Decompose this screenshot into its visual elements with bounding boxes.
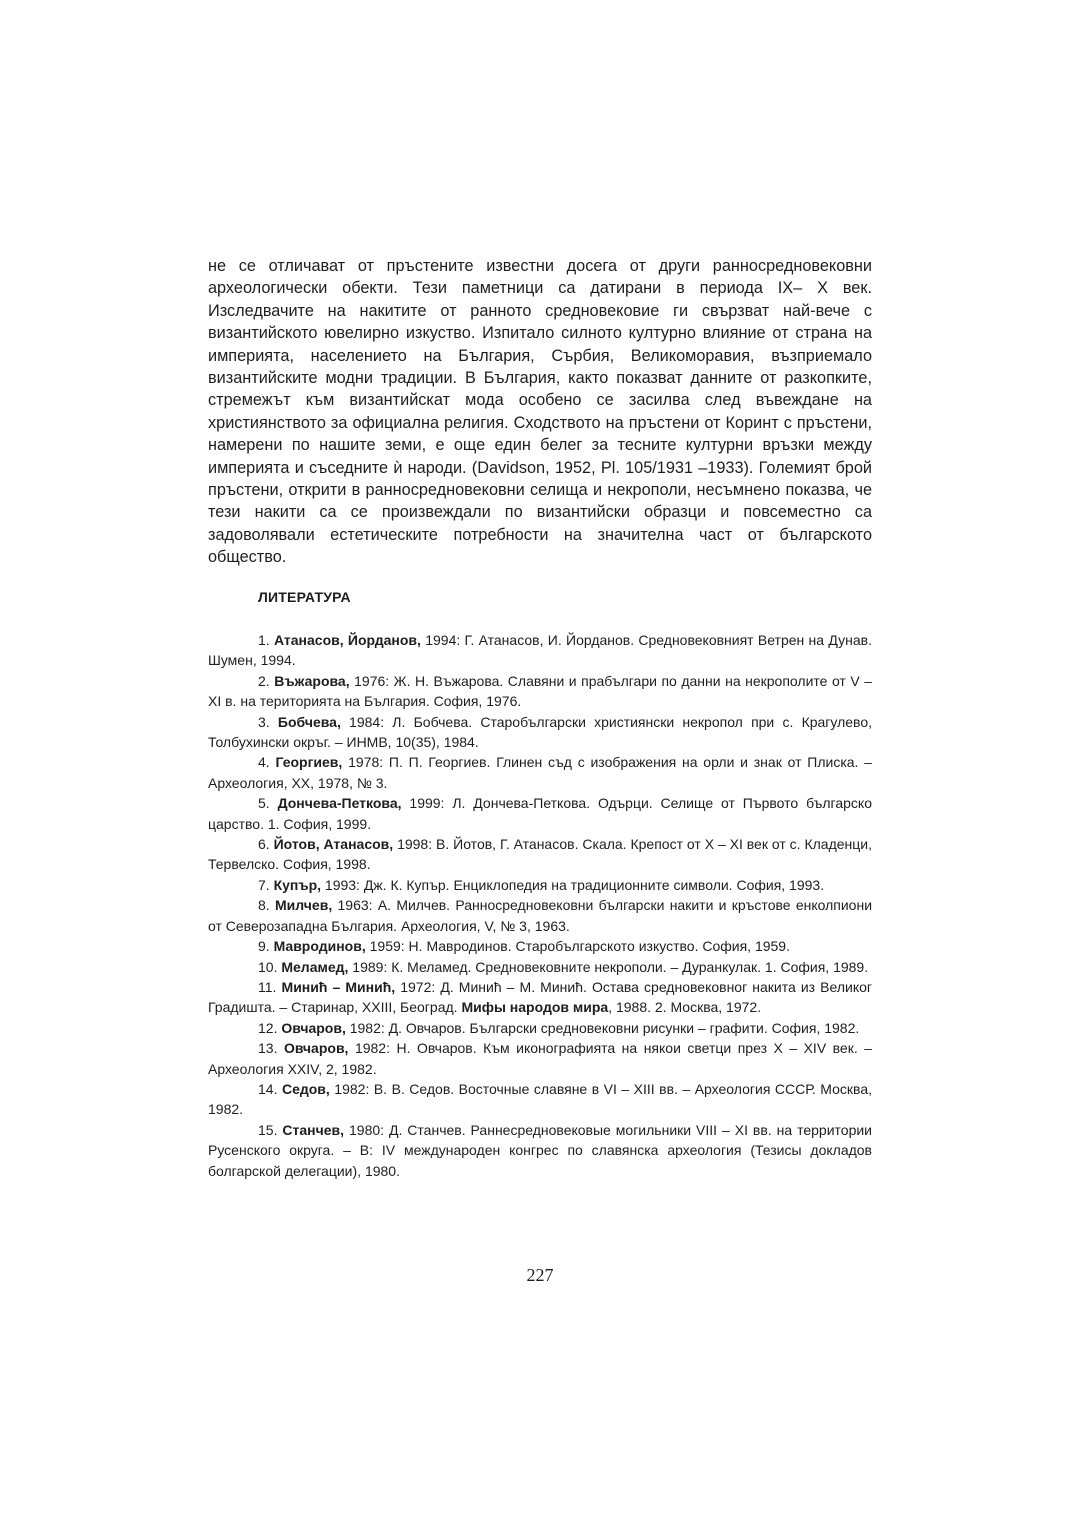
references-heading: ЛИТЕРАТУРА: [258, 589, 351, 605]
reference-number: 11.: [258, 978, 277, 995]
reference-author: Мавродинов,: [273, 938, 366, 955]
body-text: [208, 255, 872, 569]
reference-number: 9.: [258, 938, 270, 955]
reference-text: 1982: Н. Овчаров. Към иконографията на някои светци през X – XIV век. – Археология XXIV, 2, 1982.: [208, 1040, 873, 1077]
reference-text: 1976: Ж. Н. Въжарова. Славяни и прабългари по данни на некрополите от V – XI в. на територията на България. София, 1976.: [208, 672, 872, 710]
reference-number: 4.: [258, 754, 270, 771]
reference-author: Въжарова,: [274, 672, 350, 689]
reference-text: 1984: Л. Бобчева. Старобългарски християнски некропол при с. Крагулево, Толбухински окръг. – ИНМВ, 10(35), 1984.: [208, 713, 873, 751]
reference-text-secondary: , 1988. 2. Москва, 1972.: [608, 999, 762, 1016]
reference-author: Атанасов, Йорданов,: [273, 632, 421, 648]
reference-author: Овчаров,: [281, 1019, 346, 1036]
reference-number: 1.: [258, 632, 270, 648]
reference-item: [208, 977, 872, 1018]
reference-author: Минић – Минић,: [281, 978, 396, 995]
reference-item: [208, 834, 872, 875]
reference-number: 6.: [258, 836, 270, 853]
reference-number: 5.: [258, 795, 270, 812]
reference-author: Йотов, Атанасов,: [273, 836, 394, 853]
reference-author: Седов,: [281, 1080, 330, 1097]
reference-item: [208, 1038, 872, 1079]
reference-item: [208, 957, 872, 977]
reference-text: 1980: Д. Станчев. Раннесредновековые могильники VIII – XI вв. на территории Русенского округа. – В: IV международен конгрес по славянска археология (Тезисы докладов болгарской делегации), 1980.: [208, 1121, 872, 1179]
reference-item: [208, 1120, 872, 1181]
reference-text: 1982: В. В. Седов. Восточные славяне в VI – XIII вв. – Археология СССР. Москва, 1982.: [208, 1080, 872, 1118]
page-number: 227: [526, 1265, 554, 1285]
references-list: [208, 630, 872, 1181]
reference-number: 14.: [258, 1080, 278, 1097]
reference-text: 1989: К. Меламед. Средновековните некрополи. – Дуранкулак. 1. София, 1989.: [348, 958, 869, 975]
reference-author: Меламед,: [281, 958, 349, 975]
reference-author: Станчев,: [282, 1121, 345, 1138]
reference-number: 12.: [258, 1019, 278, 1036]
reference-item: [208, 1079, 872, 1120]
reference-item: [208, 895, 872, 936]
reference-item: [208, 712, 872, 753]
reference-author: Георгиев,: [275, 754, 343, 771]
reference-text: 1978: П. П. Георгиев. Глинен съд с изображения на орли и знак от Плиска. – Археология, XX, 1978, № 3.: [208, 754, 872, 791]
reference-number: 8.: [258, 897, 270, 914]
reference-number: 10.: [258, 958, 278, 975]
reference-author: Овчаров,: [283, 1040, 349, 1057]
reference-item: [208, 793, 872, 834]
reference-author: Купър,: [273, 876, 322, 893]
reference-text: 1998: В. Йотов, Г. Атанасов. Скала. Крепост от X – XI век от с. Кладенци, Тервелско. София, 1998.: [208, 836, 873, 873]
reference-author: Милчев,: [274, 897, 333, 914]
reference-text: 1972: Д. Минић – М. Минић. Остава средновековног накита из Великог Градишта. – Старинар, XXIII, Београд.: [208, 978, 872, 1016]
reference-text: 1994: Г. Атанасов, И. Йорданов. Средновековният Ветрен на Дунав. Шумен, 1994.: [208, 632, 872, 669]
reference-text: 1999: Л. Дончева-Петкова. Одърци. Селище от Първото българско царство. 1. София, 1999.: [208, 795, 872, 832]
reference-author: Бобчева,: [277, 713, 341, 730]
reference-number: 13.: [258, 1040, 278, 1057]
reference-author: Дончева-Петкова,: [277, 795, 402, 812]
reference-item: [208, 936, 872, 956]
reference-item: [208, 630, 872, 671]
reference-text: 1963: А. Милчев. Ранносредновековни български накити и кръстове енколпиони от Северозападна България. Археология, V, № 3, 1963.: [208, 897, 873, 934]
reference-text: 1993: Дж. К. Купър. Енциклопедия на традиционните символи. София, 1993.: [321, 876, 825, 893]
reference-item: [208, 1018, 872, 1038]
body-paragraph: не се отличават от пръстените известни досега от други ранносредновековни археологически обекти. Тези паметници са датирани в периода IX– X век. Изследвачите на накитите от ранното средновековие ги свързват най-вече с византийското ювелирно изкуство. Изпитало силното културно влияние от страна на империята, населението на България, Сърбия, Великоморавия, възприемало византийските модни традиции. В България, както показват данните от разкопките, стремежът към византийскат мода особено се засилва след въвеждане на християнството за официална религия. Сходството на пръстени от Коринт с пръстени, намерени по нашите земи, е още един белег за тесните културни връзки между империята и съседните ѝ народи. (Davidson, 1952, Pl. 105/1931 –1933). Големият брой пръстени, открити в ранносредновековни селища и некрополи, несъмнено показва, че тези накити са се произвеждали по византийски образци и повсеместно са задоволявали естетическите потребности на значителна част от българското общество.: [208, 257, 872, 567]
reference-number: 3.: [258, 713, 270, 730]
reference-text: 1959: Н. Мавродинов. Старобългарското изкуство. София, 1959.: [365, 938, 790, 955]
reference-item: [208, 752, 872, 793]
reference-author-secondary: Мифы народов мира: [461, 999, 609, 1016]
reference-item: [208, 875, 872, 895]
reference-number: 15.: [258, 1121, 278, 1138]
reference-item: [208, 671, 872, 712]
reference-number: 7.: [258, 876, 270, 893]
reference-text: 1982: Д. Овчаров. Български средновековни рисунки – графити. София, 1982.: [345, 1019, 860, 1036]
reference-number: 2.: [258, 672, 270, 689]
